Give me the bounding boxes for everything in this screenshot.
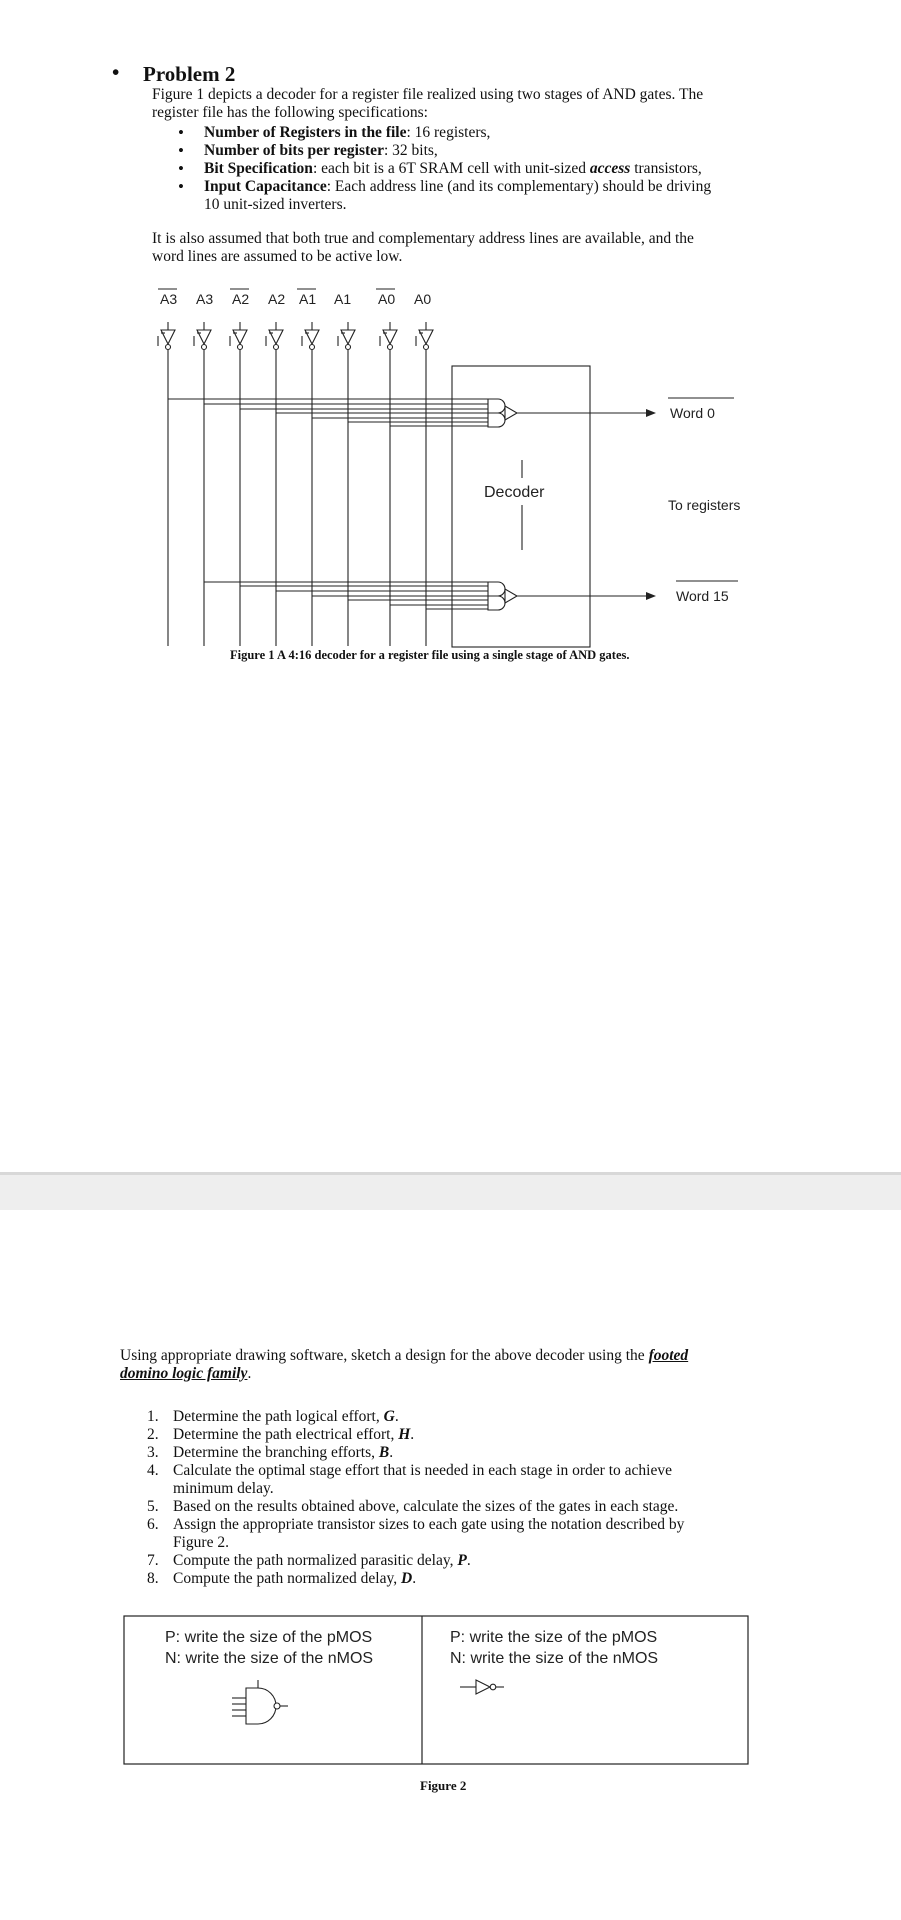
decoder-label: Decoder: [484, 484, 545, 501]
footed-link: footed: [648, 1347, 689, 1364]
word15-label: Word 15: [676, 588, 729, 604]
task-item: 4. Calculate the optimal stage effort that is needed in each stage in order to achieve minimum delay.: [147, 1462, 672, 1497]
intro-line-2: register file has the following specifications:: [152, 104, 428, 121]
left-pmos-label: P: write the size of the pMOS: [165, 1629, 373, 1646]
task-item: 5. Based on the results obtained above, calculate the sizes of the gates in each stage.: [147, 1498, 679, 1515]
spec-item: • Number of bits per register: 32 bits,: [178, 142, 878, 160]
address-inverter-3: [269, 330, 283, 344]
assumption-line-1: It is also assumed that both true and complementary address lines are available, and the: [152, 230, 694, 247]
part2-intro: Using appropriate drawing software, sketch a design for the above decoder using the footed domino logic family.: [120, 1347, 689, 1382]
figure-2-caption: Figure 2: [420, 1778, 467, 1793]
address-inverter-7: [419, 330, 433, 344]
registers-label: To registers: [668, 497, 741, 513]
domino-link: domino logic family: [120, 1365, 248, 1382]
nand-gate-icon: [232, 1680, 288, 1724]
left-nmos-label: N: write the size of the nMOS: [165, 1650, 374, 1667]
address-label-3: A2: [268, 291, 286, 307]
address-inverter-5: [341, 330, 355, 344]
address-inverter-4: [305, 330, 319, 344]
task-item: 7. Compute the path normalized parasitic delay, P.: [147, 1552, 471, 1569]
and-gate-word0-top: [488, 399, 505, 413]
address-label-4: A1: [299, 291, 317, 307]
spec-item: • Number of Registers in the file: 16 registers,: [178, 124, 878, 142]
and-gate-word15-top: [488, 582, 505, 596]
address-label-6: A0: [378, 291, 396, 307]
right-pmos-label: P: write the size of the pMOS: [450, 1629, 658, 1646]
task-item: 1. Determine the path logical effort, G.: [147, 1408, 399, 1425]
inverter-word15: [505, 589, 517, 603]
address-label-7: A0: [414, 291, 432, 307]
right-nmos-label: N: write the size of the nMOS: [450, 1650, 659, 1667]
problem-bullet: •: [112, 60, 120, 84]
address-inverter-0: [161, 330, 175, 344]
address-label-1: A3: [196, 291, 214, 307]
problem-title: Problem 2: [143, 62, 236, 86]
task-item: 8. Compute the path normalized delay, D.: [147, 1570, 417, 1587]
address-inverter-2: [233, 330, 247, 344]
and-gate-word0-bottom: [488, 413, 505, 427]
spec-item: • Input Capacitance: Each address line (and its complementary) should be driving 10 unit-sized inverters.: [178, 178, 878, 214]
word15-arrow: [646, 592, 656, 600]
and-gate-word15-bottom: [488, 596, 505, 610]
task-list: [147, 1408, 787, 1588]
page-2: [0, 1210, 901, 1920]
task-item: 6. Assign the appropriate transistor sizes to each gate using the notation described by Figure 2.: [147, 1516, 685, 1551]
intro-line-1: Figure 1 depicts a decoder for a register file realized using two stages of AND gates. The: [152, 86, 704, 103]
page-separator: [0, 1172, 901, 1213]
inverter-word0: [505, 406, 517, 420]
word0-label: Word 0: [670, 405, 715, 421]
address-label-2: A2: [232, 291, 250, 307]
spec-item: • Bit Specification: each bit is a 6T SRAM cell with unit-sized access transistors,: [178, 160, 878, 178]
task-item: 2. Determine the path electrical effort, H.: [147, 1426, 415, 1443]
address-inverter-1: [197, 330, 211, 344]
figure-2-diagram: [0, 1610, 901, 1800]
figure-1-caption: Figure 1 A 4:16 decoder for a register file using a single stage of AND gates.: [230, 648, 630, 662]
address-label-5: A1: [334, 291, 352, 307]
address-label-0: A3: [160, 291, 178, 307]
figure-1-decoder-diagram: [0, 0, 901, 680]
inverter-icon: [460, 1680, 504, 1694]
word0-arrow: [646, 409, 656, 417]
address-inverter-6: [383, 330, 397, 344]
assumption-line-2: word lines are assumed to be active low.: [152, 248, 403, 265]
task-item: 3. Determine the branching efforts, B.: [147, 1444, 394, 1461]
